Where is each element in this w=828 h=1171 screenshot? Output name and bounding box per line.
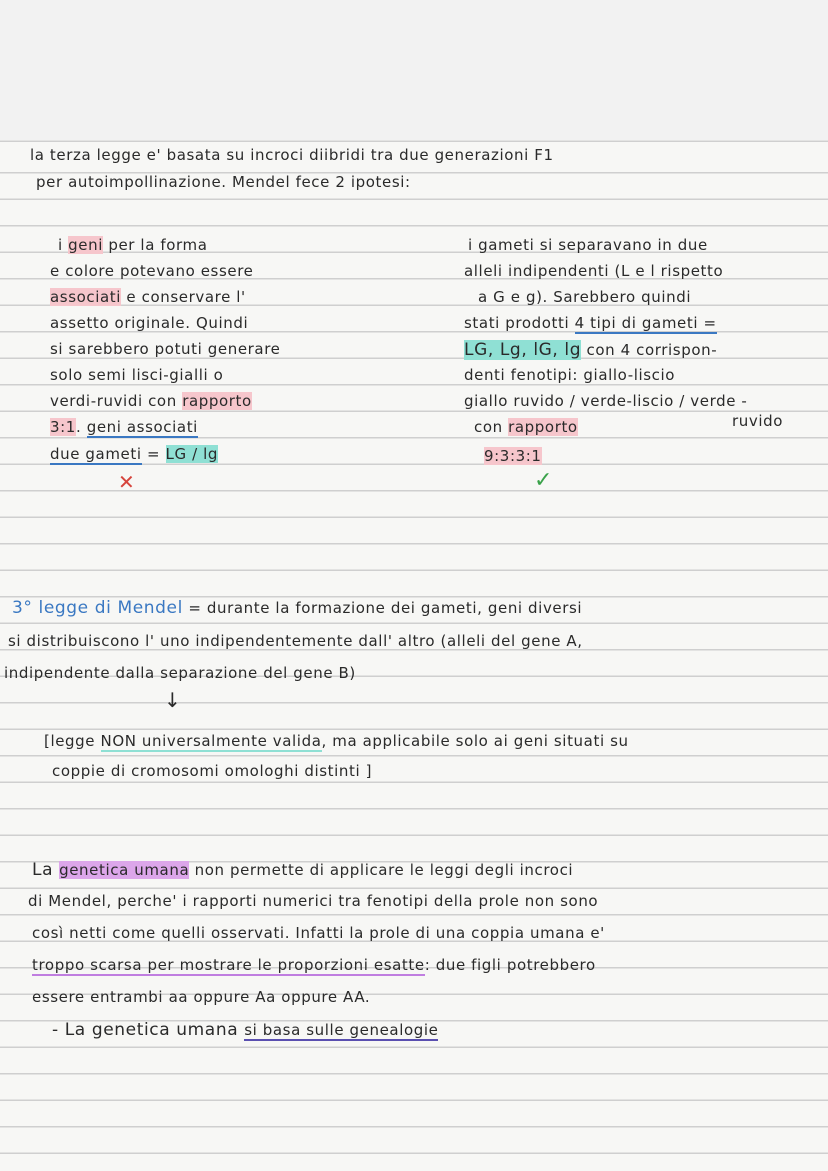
underlined: troppo scarsa per mostrare le proporzioni esatte <box>32 956 425 974</box>
text-line: indipendente dalla separazione del gene B) <box>4 664 356 682</box>
highlight: LG / lg <box>165 445 219 463</box>
underlined: 4 tipi di gameti = <box>574 314 717 332</box>
text-line <box>58 236 208 254</box>
text: . <box>75 418 87 436</box>
cross-icon: ✕ <box>118 470 135 494</box>
text-line: denti fenotipi: giallo-liscio <box>464 366 676 384</box>
highlight: 9:3:3:1 <box>484 447 542 465</box>
text: [legge <box>44 732 101 750</box>
highlight: geni <box>68 236 103 254</box>
page-header-blank <box>0 0 828 140</box>
text-line: alleli indipendenti (L e l rispetto <box>464 262 724 280</box>
text-line: si distribuiscono l' uno indipendentemente dall' altro (alleli del gene A, <box>8 632 583 650</box>
text-line <box>52 1020 438 1040</box>
text-line <box>50 445 218 463</box>
text: per la forma <box>102 236 208 254</box>
text-line: e colore potevano essere <box>50 262 254 280</box>
intro-line-2: per autoimpollinazione. Mendel fece 2 ipotesi: <box>36 173 411 191</box>
text: = <box>141 445 166 463</box>
highlight: associati <box>50 288 122 306</box>
text-line <box>50 392 252 410</box>
text-line <box>32 956 596 974</box>
text: : due figli potrebbero <box>424 956 596 974</box>
arrow-down-icon: ↓ <box>164 688 182 712</box>
text-line: i gameti si separavano in due <box>468 236 708 254</box>
ratio <box>484 447 542 465</box>
text-line: si sarebbero potuti generare <box>50 340 281 358</box>
highlight: genetica umana <box>59 861 190 879</box>
text: verdi-ruvidi con <box>50 392 183 410</box>
text-line: coppie di cromosomi omologhi distinti ] <box>52 762 373 780</box>
text: , ma applicabile solo ai geni situati su <box>321 732 629 750</box>
text: - La genetica umana <box>52 1020 245 1040</box>
text-line <box>50 288 246 306</box>
highlight: LG, Lg, lG, lg <box>464 340 582 360</box>
text: con <box>474 418 509 436</box>
underlined: si basa sulle genealogie <box>244 1021 439 1039</box>
text-line: di Mendel, perche' i rapporti numerici tra fenotipi della prole non sono <box>28 892 599 910</box>
text-line <box>474 418 578 436</box>
text-line <box>464 340 717 360</box>
text-line: a G e g). Sarebbero quindi <box>478 288 692 306</box>
text: non permette di applicare le leggi degli incroci <box>189 861 574 879</box>
text: = durante la formazione dei gameti, geni diversi <box>182 599 583 617</box>
intro-line-1: la terza legge e' basata su incroci diibridi tra due generazioni F1 <box>30 146 554 164</box>
text: e conservare l' <box>121 288 246 306</box>
checkmark-icon: ✓ <box>534 468 553 493</box>
text-line <box>50 418 198 436</box>
text-line <box>44 732 629 750</box>
text-line: assetto originale. Quindi <box>50 314 249 332</box>
text: con 4 corrispon- <box>581 341 718 359</box>
text-line: così netti come quelli osservati. Infatti la prole di una coppia umana e' <box>32 924 605 942</box>
text-line: giallo ruvido / verde-liscio / verde - <box>464 392 748 410</box>
highlight: rapporto <box>508 418 578 436</box>
text: stati prodotti <box>464 314 575 332</box>
text-line <box>12 598 582 618</box>
text-line: solo semi lisci-gialli o <box>50 366 224 384</box>
text-line <box>464 314 717 332</box>
highlight: 3:1 <box>50 418 76 436</box>
underlined: due gameti <box>50 445 142 463</box>
text: i <box>58 236 69 254</box>
text-line: essere entrambi aa oppure Aa oppure AA. <box>32 988 371 1006</box>
underlined: NON universalmente valida <box>100 732 322 750</box>
heading: 3° legge di Mendel <box>12 598 183 618</box>
text-line: ruvido <box>732 412 784 430</box>
highlight: rapporto <box>182 392 252 410</box>
underlined: geni associati <box>86 418 198 436</box>
text-line <box>32 860 573 880</box>
text: La <box>32 860 60 880</box>
